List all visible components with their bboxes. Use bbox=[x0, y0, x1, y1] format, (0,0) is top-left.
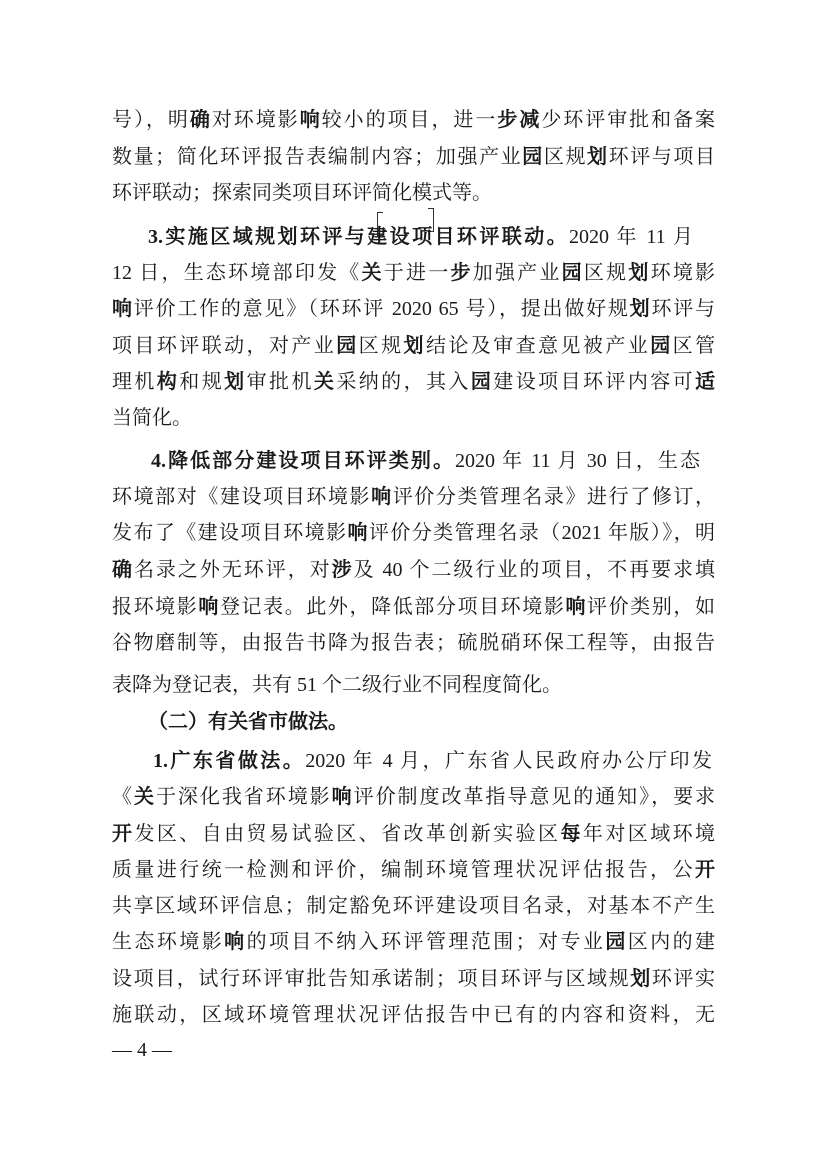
text-run: 加强产业 bbox=[472, 262, 562, 284]
text-run: 于进一 bbox=[383, 262, 451, 284]
text-run: 设项目，试行环评审批告知承诺制；项目环评与区域规 bbox=[112, 968, 631, 990]
text-run: 环境影 bbox=[650, 262, 715, 284]
text-run: 发区、自由贸易试验区、省改革创新实验区 bbox=[134, 823, 561, 845]
text-run: 结论及审查意见被产业 bbox=[425, 335, 651, 357]
bold-text: 响 bbox=[565, 596, 588, 618]
text-run: 表降为登记表，共有 51 个二级行业不同程度简化。 bbox=[112, 674, 562, 696]
bold-text: 园 bbox=[605, 931, 628, 953]
text-run: 少环评审批和备案 bbox=[541, 109, 715, 131]
text-run: 及 40 个二级行业的项目，不再要求填 bbox=[353, 559, 715, 581]
text-run: 采纳的，其入 bbox=[336, 371, 471, 393]
section-heading-line bbox=[148, 222, 693, 252]
text-run: 环评与 bbox=[651, 298, 715, 320]
bold-text: 响 bbox=[198, 596, 220, 618]
bold-text: 响 bbox=[331, 786, 354, 808]
text-run: 和规 bbox=[179, 371, 225, 393]
bold-text: 关 bbox=[133, 786, 156, 808]
section-heading-line bbox=[148, 707, 448, 737]
bold-text: 确 bbox=[112, 559, 134, 581]
text-line bbox=[112, 819, 715, 849]
text-run: 《 bbox=[112, 786, 134, 808]
text-run: 数量；简化环评报告表编制内容；加强产业 bbox=[112, 146, 523, 168]
text-line bbox=[112, 592, 715, 622]
text-line bbox=[112, 1000, 715, 1030]
text-line bbox=[112, 891, 715, 921]
section-heading-line bbox=[151, 446, 700, 476]
text-run: 发布了《建设项目环境影 bbox=[112, 522, 348, 544]
bold-text: 划 bbox=[629, 298, 652, 320]
text-line bbox=[112, 670, 715, 700]
bold-text: 1.广东省做法。 bbox=[153, 750, 306, 772]
text-run: 号），明 bbox=[112, 109, 190, 131]
text-run: 理机 bbox=[112, 371, 157, 393]
bold-text: 步 bbox=[497, 109, 520, 131]
bold-text: 响 bbox=[112, 298, 134, 320]
bold-text: 关 bbox=[313, 371, 337, 393]
bold-text: 划 bbox=[224, 371, 247, 393]
bold-text: 园 bbox=[561, 262, 584, 284]
bold-text: 响 bbox=[224, 931, 247, 953]
bold-text: 响 bbox=[371, 486, 393, 508]
bold-text: （二）有关省市做法。 bbox=[148, 711, 348, 733]
text-run: 质量进行统一检测和评价，编制环境管理状况评估报告，公 bbox=[112, 859, 695, 881]
text-run: 环评联动；探索同类项目环评简化模式等。 bbox=[112, 182, 492, 204]
bold-text: 构 bbox=[156, 371, 180, 393]
bold-text: 每 bbox=[560, 823, 583, 845]
text-line bbox=[112, 294, 715, 324]
text-run: 当简化。 bbox=[112, 407, 192, 429]
text-run: 项目环评联动，对产业 bbox=[112, 335, 337, 357]
bold-text: 划 bbox=[403, 335, 426, 357]
bold-text: 响 bbox=[347, 522, 369, 544]
text-run: 环评与项目 bbox=[608, 146, 715, 168]
text-run: 2020 年 4 月，广东省人民政府办公厅印发 bbox=[305, 750, 712, 772]
text-run: 共享区域环评信息；制定豁免环评建设项目名录，对基本不产生 bbox=[112, 895, 715, 917]
text-run: 环评实 bbox=[651, 968, 715, 990]
text-line bbox=[112, 142, 715, 172]
bold-text: 适 bbox=[695, 371, 715, 393]
text-run: 施联动，区域环境管理状况评估报告中已有的内容和资料，无 bbox=[112, 1004, 715, 1026]
text-run: 评价制度改革指导意见的通知》，要求 bbox=[353, 786, 715, 808]
bold-text: 关 bbox=[361, 262, 384, 284]
text-line bbox=[112, 927, 715, 957]
text-run: 区管 bbox=[672, 335, 715, 357]
text-run: 谷物磨制等，由报告书降为报告表；硫脱硝环保工程等，由报告 bbox=[112, 632, 715, 654]
text-run: 登记表。此外，降低部分项目环境影 bbox=[219, 596, 566, 618]
text-run: 名录之外无环评，对 bbox=[133, 559, 332, 581]
bold-text: 划 bbox=[630, 968, 652, 990]
text-run: 评价分类管理名录（2021 年版）》，明 bbox=[368, 522, 715, 544]
bold-text: 开 bbox=[112, 823, 135, 845]
text-line bbox=[112, 105, 715, 135]
text-run: 环境部对《建设项目环境影 bbox=[112, 486, 372, 508]
bold-text: 园 bbox=[470, 371, 494, 393]
text-run: 报环境影 bbox=[112, 596, 199, 618]
text-run: 评价类别，如 bbox=[587, 596, 715, 618]
text-run: 于深化我省环境影 bbox=[155, 786, 332, 808]
text-run: 区规 bbox=[543, 146, 588, 168]
text-line bbox=[112, 331, 715, 361]
bold-text: 3.实施区域规划环评与建设项目环评联动。 bbox=[148, 226, 570, 248]
text-line bbox=[112, 628, 715, 658]
text-run: 区规 bbox=[583, 262, 629, 284]
bold-text: 涉 bbox=[331, 559, 354, 581]
bold-text: 园 bbox=[650, 335, 673, 357]
text-run: 的项目不纳入环评管理范围；对专业 bbox=[246, 931, 606, 953]
bold-text: 步 bbox=[450, 262, 473, 284]
bold-text: 开 bbox=[695, 859, 715, 881]
bold-text: 园 bbox=[336, 335, 359, 357]
text-run: 2020 年 11 月 30 日，生态 bbox=[455, 450, 700, 472]
text-line bbox=[112, 555, 715, 585]
bold-text: 4.降低部分建设项目环评类别。 bbox=[151, 450, 456, 472]
text-run: 评价分类管理名录》进行了修订， bbox=[392, 486, 715, 508]
text-line bbox=[112, 855, 715, 885]
text-line bbox=[112, 782, 715, 812]
bold-text: 减 bbox=[519, 109, 542, 131]
text-run: 2020 年 11 月 bbox=[569, 226, 693, 248]
text-run: 评价工作的意见》（环环评 2020 65 号），提出做好规 bbox=[133, 298, 630, 320]
text-run: 年对区域环境 bbox=[582, 823, 715, 845]
bold-text: 园 bbox=[522, 146, 544, 168]
text-line bbox=[112, 178, 715, 208]
text-run: 较小的项目，进一 bbox=[321, 109, 498, 131]
bold-text: 响 bbox=[299, 109, 322, 131]
text-line bbox=[112, 367, 715, 397]
text-run: 生态环境影 bbox=[112, 931, 225, 953]
text-run: 区规 bbox=[358, 335, 404, 357]
text-run: 12 日，生态环境部印发《 bbox=[112, 262, 362, 284]
text-run: 审批机 bbox=[246, 371, 314, 393]
bold-text: 划 bbox=[628, 262, 651, 284]
section-heading-line bbox=[153, 746, 712, 776]
text-line bbox=[112, 258, 715, 288]
bold-text: 确 bbox=[189, 109, 212, 131]
text-run: 区内的建 bbox=[627, 931, 715, 953]
text-line bbox=[112, 518, 715, 548]
text-run: 建设项目环评内容可 bbox=[493, 371, 696, 393]
bold-text: 划 bbox=[587, 146, 609, 168]
text-line bbox=[112, 964, 715, 994]
page-number: — 4 — bbox=[112, 1039, 172, 1061]
text-run: 对环境影 bbox=[211, 109, 300, 131]
text-line bbox=[112, 482, 715, 512]
text-line bbox=[112, 403, 715, 433]
